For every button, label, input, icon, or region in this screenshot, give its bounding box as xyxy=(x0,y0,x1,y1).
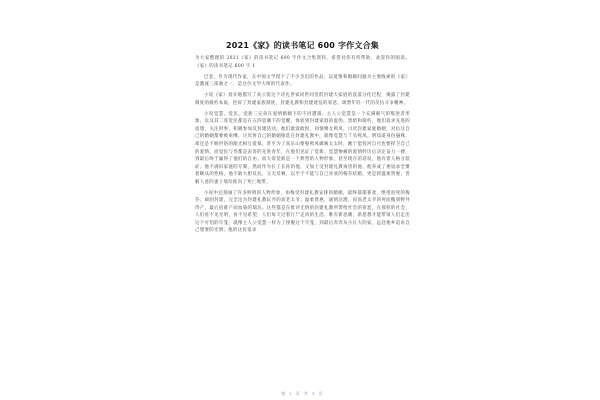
page-number-footer: 第 1 页 共 3 页 xyxy=(281,391,324,396)
body-paragraph: 巴金，作为现代作家，在中国文学留下了不少杰出的作品，以爱情和婚姻问题为主要线索的《家》是激流三部曲之一，是这位文学大师的代表作。 xyxy=(195,74,410,88)
body-paragraph: 小说中还刻画了许多鲜明的人物形象，如梅受封建礼教安排的婚姻，最终郁郁寡欢，绝望而死的梅芬；顽固封建，完全沦为封建礼教玩弄的高老太爷；温柔贤惠，通情达理，因高老太爷的死而搬到野外待产，最后因难产而血染的瑞珏。这些都是在批评无情的封建礼教所带给社会的罪恶，在那样的社会，人们看不见光明，看不见希望，人们每天过着行尸走肉的生活。唯有新思潮，新思想才能带领人们走出这个可怕的牢笼，就像主人公觉慧一样为了挣脱这个牢笼，到最后奔奔从小长大的家，远赴他乡追求自己想要的光明；他的这份追求 xyxy=(195,190,410,234)
document-title: 2021《家》的读书笔记 600 字作文合集 xyxy=(226,41,379,50)
document-page xyxy=(195,38,410,393)
body-paragraph: 小说觉慧、觉民、觉新三兄弟在爱情婚姻下的不同遭遇。主人公觉慧是一个充满朝气的叛逆者形象，以及其二哥觉民都是在五四思潮下的觉醒，体验到封建家庭的虚伪、黑暗和腐朽，他们追求先进的思想，关注时事，积极参加反封建活动。他们敢爱敢恨，同情婢女鸣凤，讨厌封建家庭婚姻，对抗这自己的婚姻都要被束缚，讨厌将自己的婚姻推选在封建礼教中，就像觉慧与丫头鸣凤。明知道身份悬殊，却还是不顾世俗的眼光相互爱慕，甚至为了高乐山要娶鸣凤做姨太太时，她宁愿投河自尽也要捍卫自己的爱情。而觉民与琴都是表哥的先进青年，在他们见证了觉新、觉慧惨痛的爱情经历后决定奋力一搏，到最后终于赢得了他们的自由。而大哥觉新是一个典型的人物形象，甚至现在的话说，他有着人格分裂症。他不满旧家庭的专制，然而作为长子长孙的他，又加上受封建礼教毒害的他，他养成了委屈求全惯着顺从的性格。他不敢大胆反抗，又无反啊，以至于不能与自己喜欢的梅芬结婚，更是将温柔贤惠、善解人意的妻子瑞珏推向了死亡地带。 xyxy=(195,111,410,185)
intro-paragraph: 为大家整理的 2021《家》的读书笔记 600 字作文合集资料，希望对你有所帮助，欢迎你的阅读。《家》的读书笔记 600 字 1 xyxy=(195,56,410,69)
body-paragraph: 小说《家》真实地描写了高公馆这个诗礼世家同世同堂的封建大家庭的没落分化过程，揭露了封建制度的腐朽本质，控诉了封建家族制度，封建礼教和封建迷信的罪恶，颂赞年轻一代的反抗斗争精神。 xyxy=(195,93,410,106)
